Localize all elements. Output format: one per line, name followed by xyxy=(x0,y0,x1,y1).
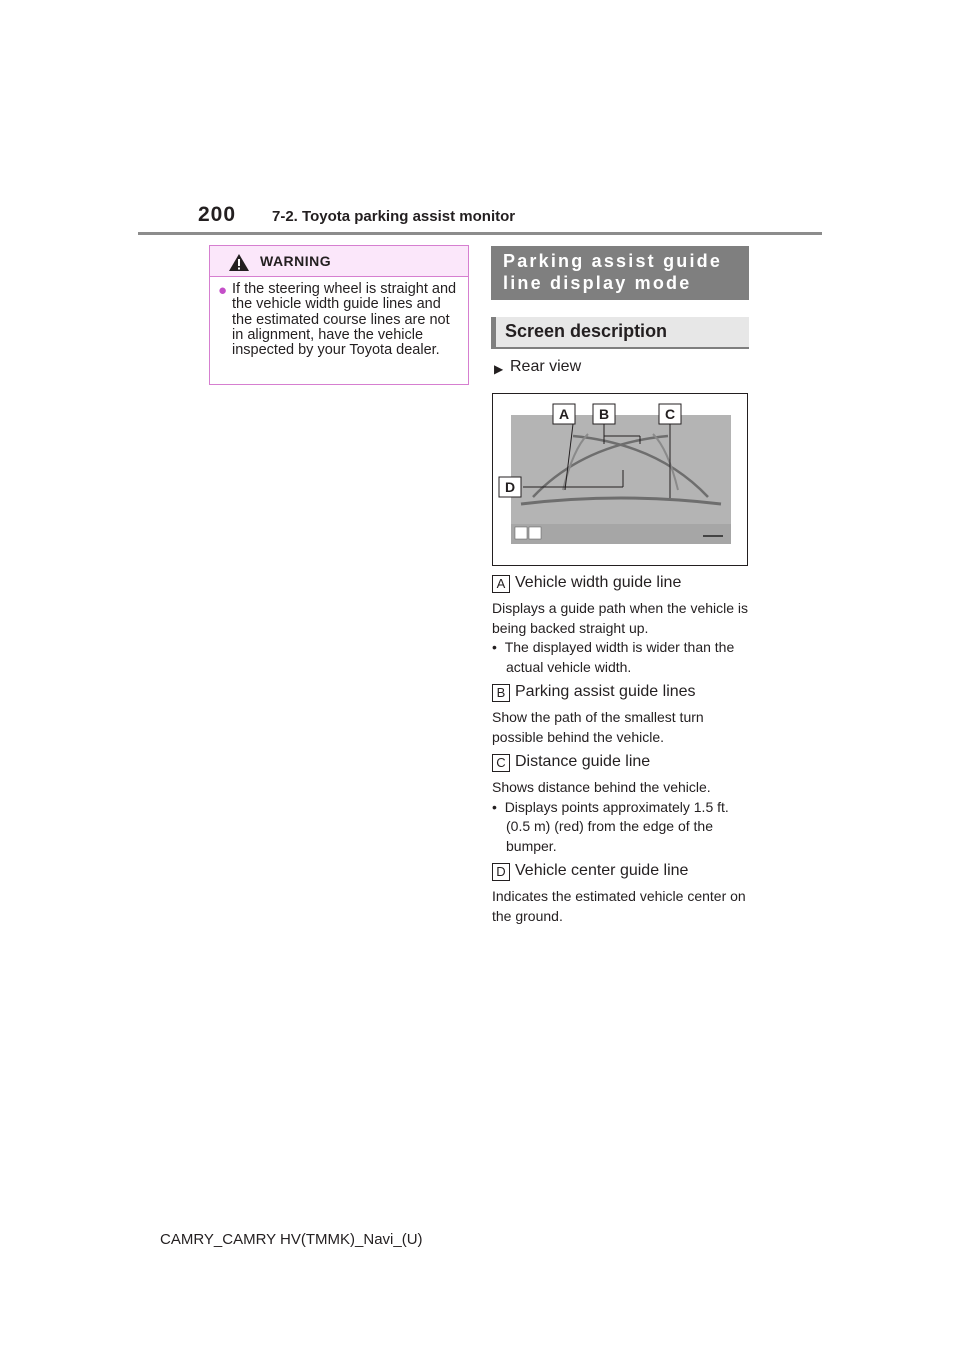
item-a-description: Displays a guide path when the vehicle is being backed straight up. xyxy=(492,600,749,636)
section-title: 7-2. Toyota parking assist monitor xyxy=(272,208,516,225)
item-a-badge: A xyxy=(492,575,510,593)
item-c-body xyxy=(492,778,752,856)
rear-view-figure xyxy=(492,393,748,566)
page-number: 200 xyxy=(198,203,237,226)
section-heading-bar xyxy=(491,246,749,300)
item-b-body: Show the path of the smallest turn possible behind the vehicle. xyxy=(492,709,704,745)
item-c-bullet-text: Displays points approximately 1.5 ft. (0.5 m) (red) from the edge of the bumper. xyxy=(504,798,729,854)
callout-a-label: A xyxy=(558,406,570,422)
item-b-title: Parking assist guide lines xyxy=(515,683,696,700)
section-heading: Parking assist guide line display mode xyxy=(503,251,723,293)
bullet-icon: ● xyxy=(218,282,228,299)
item-c-title: Distance guide line xyxy=(515,753,651,770)
warning-title: WARNING xyxy=(260,253,332,269)
warning-header xyxy=(210,246,468,277)
item-a-bullet-text: The displayed width is wider than the actual vehicle width. xyxy=(504,639,735,675)
item-d-title: Vehicle center guide line xyxy=(515,862,689,879)
item-d-badge: D xyxy=(492,863,510,881)
item-c-description: Shows distance behind the vehicle. xyxy=(492,779,711,795)
item-a-bullet: • The displayed width is wider than the actual vehicle width. xyxy=(492,639,735,675)
item-a-body xyxy=(492,599,752,677)
callout-d-label: D xyxy=(504,479,516,495)
item-d-body: Indicates the estimated vehicle center on the ground. xyxy=(492,888,746,924)
sub-heading: Screen description xyxy=(505,321,668,341)
warning-box xyxy=(209,245,469,385)
warning-triangle-icon xyxy=(228,253,250,272)
callout-c-label: C xyxy=(664,406,676,422)
callout-b-label: B xyxy=(598,406,610,422)
warning-text: If the steering wheel is straight and the vehicle width guide lines and the estimated course lines are not in alignment, have the vehicle inspected by your Toyota dealer. xyxy=(232,281,457,359)
item-c-bullet: • Displays points approximately 1.5 ft. (0.5 m) (red) from the edge of the bumper. xyxy=(492,798,729,854)
item-b-badge: B xyxy=(492,684,510,702)
camera-screen-illustration xyxy=(493,394,747,565)
sub-heading-bar xyxy=(491,317,749,349)
document-footer: CAMRY_CAMRY HV(TMMK)_Navi_(U) xyxy=(160,1231,423,1248)
header-rule xyxy=(138,232,822,235)
rear-view-label: Rear view xyxy=(510,358,582,375)
item-c-badge: C xyxy=(492,754,510,772)
item-a-title: Vehicle width guide line xyxy=(515,574,682,591)
arrow-right-icon: ▶ xyxy=(494,362,504,376)
